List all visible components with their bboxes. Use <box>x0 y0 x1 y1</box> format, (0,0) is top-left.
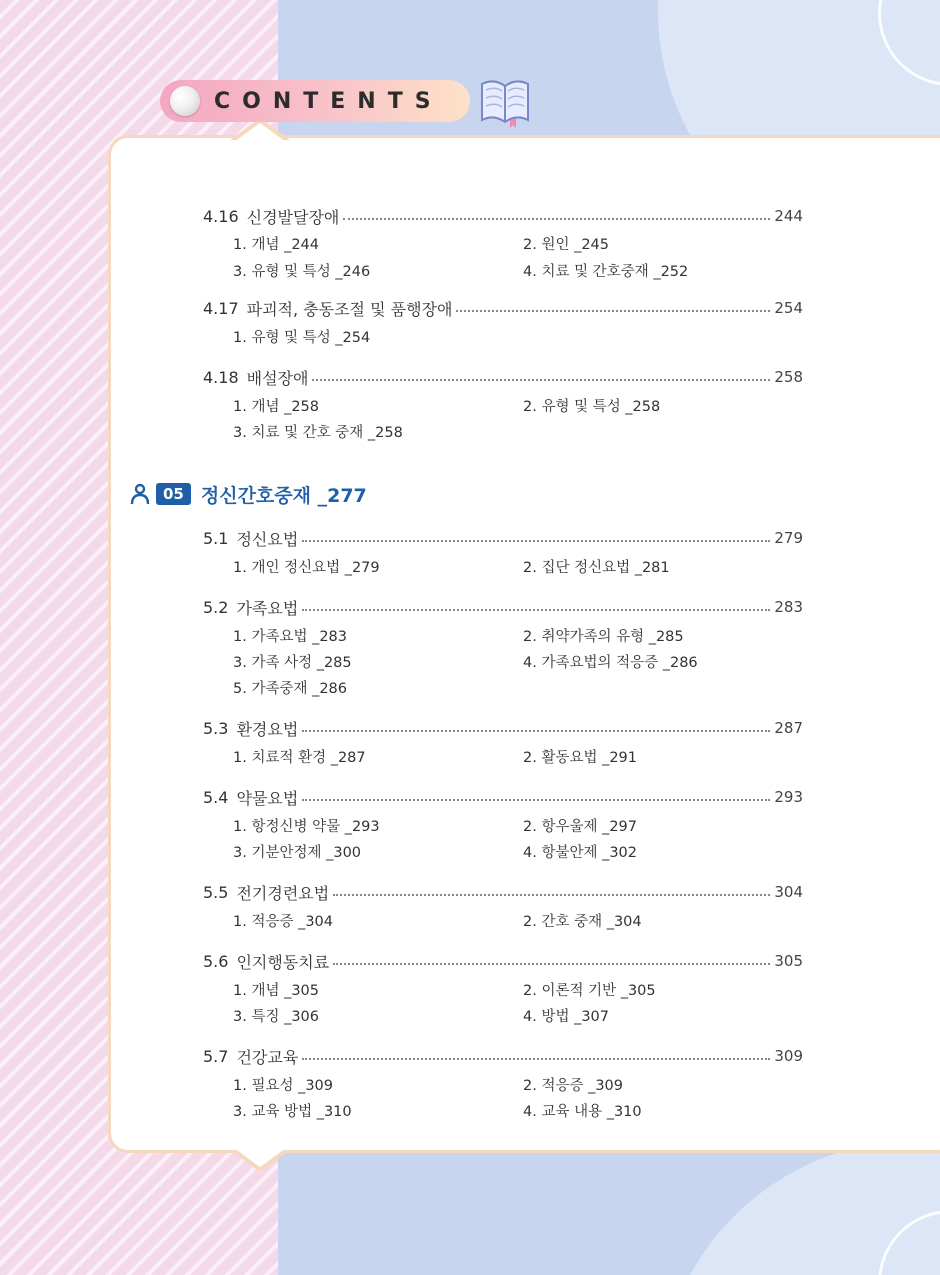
toc-subitem: 3. 교육 방법 _310 <box>233 1104 352 1120</box>
pearl-icon <box>170 86 200 116</box>
dot-leader <box>333 963 770 965</box>
toc-subitem: 1. 필요성 _309 <box>233 1078 333 1094</box>
toc-section <box>203 204 803 228</box>
section-title: 정신요법 <box>236 529 299 549</box>
toc-subitem: 1. 치료적 환경 _287 <box>233 750 366 766</box>
section-page: 258 <box>774 368 803 386</box>
section-title: 전기경련요법 <box>236 883 330 903</box>
toc-subitem: 3. 가족 사정 _285 <box>233 655 352 671</box>
open-book-icon <box>478 76 532 128</box>
toc-subitem: 2. 유형 및 특성 _258 <box>523 399 661 415</box>
section-page: 309 <box>774 1047 803 1065</box>
toc-subitem: 2. 원인 _245 <box>523 237 609 253</box>
toc-subitem: 1. 적응증 _304 <box>233 914 333 930</box>
toc-subitem: 3. 유형 및 특성 _246 <box>233 264 371 280</box>
section-number: 5.6 <box>203 951 229 971</box>
dot-leader <box>343 218 770 220</box>
toc-section <box>203 526 803 550</box>
section-page: 293 <box>774 788 803 806</box>
section-page: 244 <box>774 207 803 225</box>
section-title: 가족요법 <box>236 598 299 618</box>
toc-subitem: 1. 개념 _305 <box>233 983 319 999</box>
toc-subitem: 2. 집단 정신요법 _281 <box>523 560 670 576</box>
section-number: 5.7 <box>203 1046 229 1066</box>
toc-section <box>203 716 803 740</box>
chapter-title: 정신간호중재 _277 <box>200 484 367 507</box>
section-number: 5.1 <box>203 528 229 548</box>
dot-leader <box>302 540 770 542</box>
toc-subitem: 3. 기분안정제 _300 <box>233 845 362 861</box>
section-number: 4.17 <box>203 298 239 318</box>
dot-leader <box>333 894 770 896</box>
section-number: 4.18 <box>203 367 239 387</box>
toc-subitem: 1. 개념 _244 <box>233 237 319 253</box>
toc-subitem: 1. 항정신병 약물 _293 <box>233 819 380 835</box>
section-title: 배설장애 <box>246 368 309 388</box>
toc-section <box>203 1044 803 1068</box>
section-page: 279 <box>774 529 803 547</box>
card-notch-bottom-inner <box>234 1148 286 1167</box>
section-title: 파괴적, 충동조절 및 품행장애 <box>246 299 453 319</box>
toc-subitem: 2. 간호 중재 _304 <box>523 914 642 930</box>
toc-subitem: 2. 이론적 기반 _305 <box>523 983 656 999</box>
section-number: 4.16 <box>203 206 239 226</box>
toc-subitem: 2. 취약가족의 유형 _285 <box>523 629 684 645</box>
toc-subitem: 1. 개인 정신요법 _279 <box>233 560 380 576</box>
section-page: 304 <box>774 883 803 901</box>
chapter-number-badge: 05 <box>156 483 191 505</box>
section-number: 5.4 <box>203 787 229 807</box>
toc-subitem: 1. 유형 및 특성 _254 <box>233 330 371 346</box>
dot-leader <box>302 799 770 801</box>
section-number: 5.3 <box>203 718 229 738</box>
toc-section <box>203 949 803 973</box>
section-title: 신경발달장애 <box>246 207 340 227</box>
toc-subitem: 2. 적응증 _309 <box>523 1078 623 1094</box>
contents-header <box>160 80 470 122</box>
toc-subitem: 3. 특징 _306 <box>233 1009 319 1025</box>
toc-section <box>203 296 803 320</box>
toc-section <box>203 595 803 619</box>
card-notch-top-inner <box>234 123 286 142</box>
section-title: 건강교육 <box>236 1047 299 1067</box>
toc-section <box>203 785 803 809</box>
toc-subitem: 2. 활동요법 _291 <box>523 750 638 766</box>
dot-leader <box>302 1058 770 1060</box>
toc-subitem: 4. 항불안제 _302 <box>523 845 638 861</box>
section-page: 287 <box>774 719 803 737</box>
section-title: 환경요법 <box>236 719 299 739</box>
toc-subitem: 4. 가족요법의 적응증 _286 <box>523 655 698 671</box>
toc-subitem: 3. 치료 및 간호 중재 _258 <box>233 425 403 441</box>
section-number: 5.5 <box>203 882 229 902</box>
dot-leader <box>312 379 770 381</box>
dot-leader <box>302 609 770 611</box>
section-title: 인지행동치료 <box>236 952 330 972</box>
header-title: CONTENTS <box>214 88 443 114</box>
section-page: 283 <box>774 598 803 616</box>
toc-subitem: 4. 치료 및 간호중재 _252 <box>523 264 689 280</box>
section-title: 약물요법 <box>236 788 299 808</box>
person-icon <box>130 483 150 505</box>
dot-leader <box>302 730 770 732</box>
toc-subitem: 2. 항우울제 _297 <box>523 819 638 835</box>
section-number: 5.2 <box>203 597 229 617</box>
toc-section <box>203 365 803 389</box>
toc-subitem: 4. 교육 내용 _310 <box>523 1104 642 1120</box>
toc-section <box>203 880 803 904</box>
dot-leader <box>456 310 770 312</box>
chapter-heading <box>130 480 367 508</box>
toc-subitem: 5. 가족중재 _286 <box>233 681 348 697</box>
section-page: 254 <box>774 299 803 317</box>
toc-subitem: 1. 개념 _258 <box>233 399 319 415</box>
toc-subitem: 4. 방법 _307 <box>523 1009 609 1025</box>
section-page: 305 <box>774 952 803 970</box>
toc-subitem: 1. 가족요법 _283 <box>233 629 348 645</box>
